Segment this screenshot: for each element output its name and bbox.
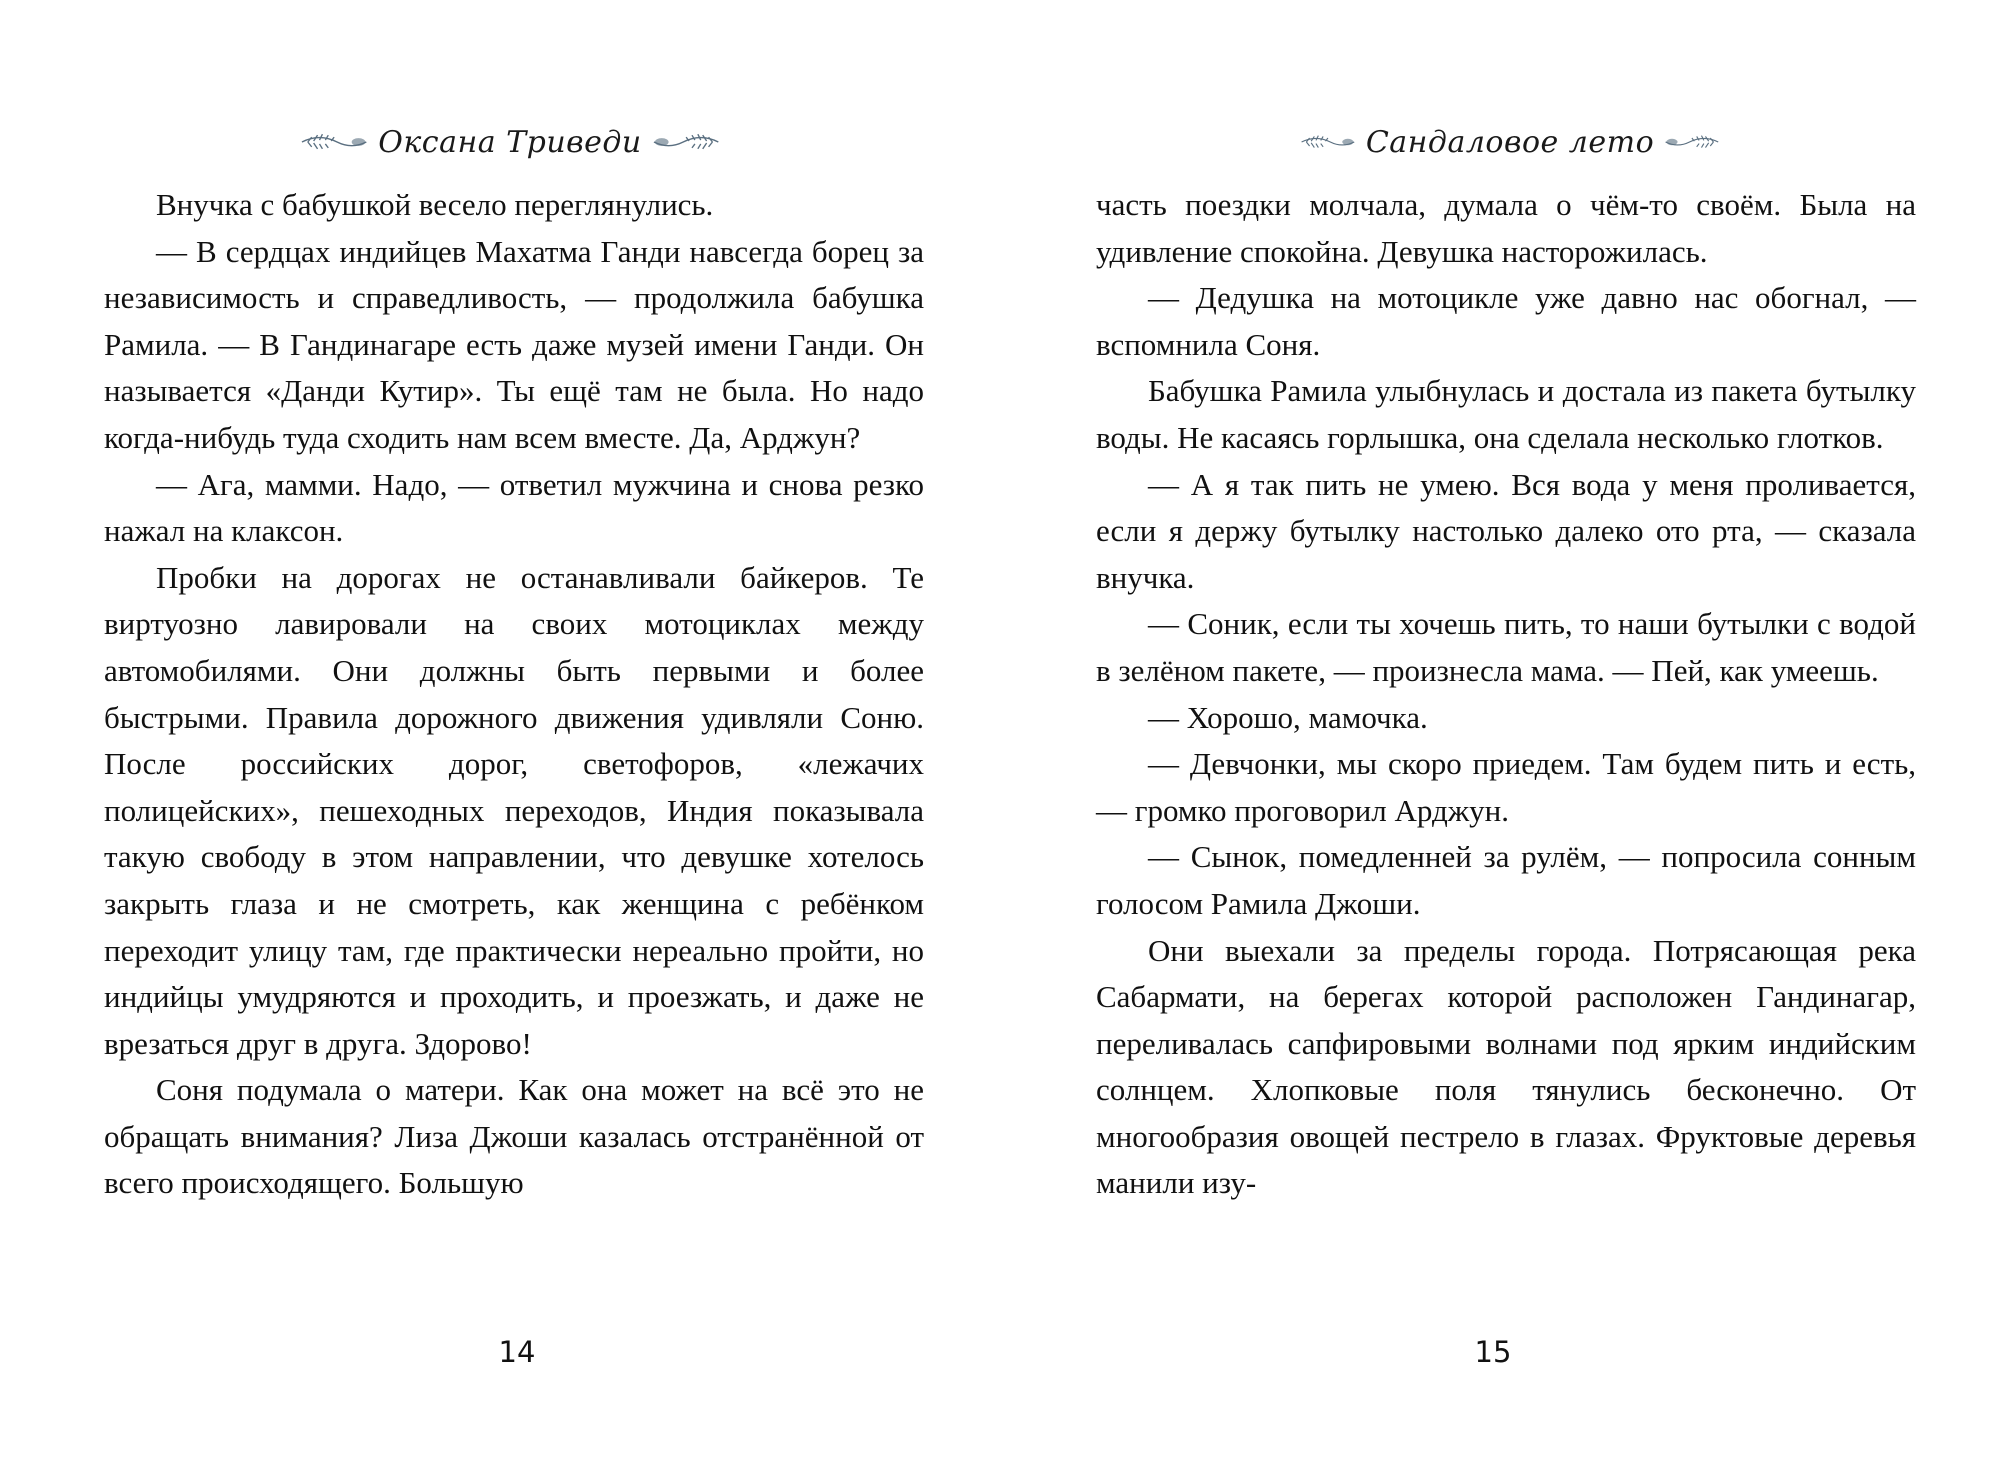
right-page [1000,0,2000,1460]
paragraph: Внучка с бабушкой весело переглянулись. [156,187,714,222]
running-head-right [1300,112,1720,172]
paragraph: — Соник, если ты хочешь пить, то наши бутылки с водой в зелёном пакете, — произнесла мама. — Пей, как умеешь. [1096,606,1916,688]
paragraph: — Дедушка на мотоцикле уже давно нас обогнал, — вспомнила Соня. [1096,280,1916,362]
right-text-block [1096,182,1916,1207]
paragraph: — Девчонки, мы скоро приедем. Там будем пить и есть, — громко проговорил Арджун. [1096,746,1916,828]
page-number: 14 [498,1335,536,1369]
paragraph: — Хорошо, мамочка. [1148,699,1428,735]
paragraph: Пробки на дорогах не останавливали байкеров. Те виртуозно лавировали на своих мотоциклах между автомобилями. Они должны быть первыми и более быстрыми. Правила дорожного движения удивляли Соню. После российских дорог, светофоров, «лежачих полицейских», пешеходных переходов, Индия показывала такую свободу в этом направлении, что девушке хотелось закрыть глаза и не смотреть, как женщина с ребёнком переходит улицу там, где практически нереально пройти, но индийцы умудряются и проходить, и проезжать, и даже не врезаться друг в друга. Здорово! [104,559,924,1061]
paragraph: Бабушка Рамила улыбнулась и достала из пакета бутылку воды. Не касаясь горлышка, она сделала несколько глотков. [1096,373,1916,455]
paragraph: — В сердцах индийцев Махатма Ганди навсегда борец за независимость и справедливость, — продолжила бабушка Рамила. — В Гандинагаре есть даже музей имени Ганди. Он называется «Данди Кутир». Ты ещё там не была. Но надо когда-нибудь туда сходить нам всем вместе. Да, Арджун? [104,233,924,455]
paragraph: Они выехали за пределы города. Потрясающая река Сабармати, на берегах которой расположен Гандинагар, переливалась сапфировыми волнами под ярким индийским солнцем. Хлопковые поля тянулись бесконечно. От многообразия овощей пестрело в глазах. Фруктовые деревья манили изу- [1096,932,1916,1201]
left-text-block [104,182,924,1207]
feather-flourish-icon [300,130,368,154]
author-name: Оксана Триведи [378,124,642,160]
page-number: 15 [1474,1335,1512,1369]
feather-flourish-icon [1300,130,1356,154]
feather-flourish-icon [652,130,720,154]
feather-flourish-icon [1664,130,1720,154]
paragraph: — Ага, мамми. Надо, — ответил мужчина и снова резко нажал на клаксон. [104,466,924,549]
book-title: Сандаловое лето [1365,124,1655,160]
paragraph: — Сынок, помедленней за рулём, — попросила сонным голосом Рамила Джоши. [1096,839,1916,921]
paragraph: Соня подумала о матери. Как она может на всё это не обращать внимания? Лиза Джоши казалась отстранённой от всего происходящего. Большую [104,1072,924,1201]
paragraph-continuation: часть поездки молчала, думала о чём-то своём. Была на удивление спокойна. Девушка насторожилась. [1096,187,1916,269]
running-head-left [300,112,720,172]
paragraph: — А я так пить не умею. Вся вода у меня проливается, если я держу бутылку настолько далеко ото рта, — сказала внучка. [1096,466,1916,595]
